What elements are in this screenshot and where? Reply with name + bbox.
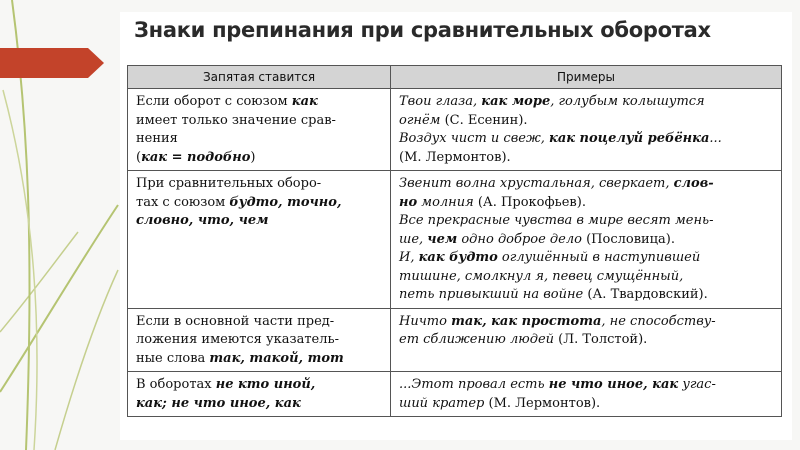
column-header-examples: Примеры	[391, 66, 782, 89]
table-header-row	[128, 66, 782, 89]
text-segment: (М. Лермонтов).	[488, 395, 601, 411]
text-line	[136, 376, 384, 395]
text-segment: молния	[417, 194, 478, 210]
text-segment: Воздух чист и свеж,	[399, 131, 550, 146]
text-segment: (Л. Толстой).	[558, 332, 648, 347]
text-line	[399, 175, 775, 194]
table-row	[128, 372, 782, 417]
text-line	[399, 231, 775, 250]
text-line	[399, 286, 775, 305]
text-segment: ше,	[399, 231, 428, 247]
text-line	[136, 395, 384, 414]
text-segment: Ничто	[399, 313, 452, 329]
text-segment: , не способству-	[601, 313, 716, 329]
text-segment: ет сближению людей	[399, 332, 559, 347]
text-segment: будто, точно,	[229, 194, 342, 210]
text-line	[136, 350, 384, 369]
text-segment: имеет только значение срав-	[136, 112, 336, 128]
rule-cell	[128, 308, 391, 372]
text-line	[399, 395, 775, 414]
text-line	[136, 149, 384, 168]
example-cell	[391, 171, 782, 309]
text-segment: Твои глаза,	[399, 94, 482, 109]
text-segment: не что иное, как	[548, 377, 679, 392]
punctuation-table	[127, 65, 782, 417]
text-segment: (Пословица).	[586, 231, 675, 247]
text-line	[399, 212, 775, 231]
text-segment: так, как простота	[451, 313, 602, 329]
text-segment: словно, что, чем	[136, 213, 269, 228]
example-cell	[391, 89, 782, 171]
text-segment: но	[399, 194, 418, 210]
text-segment: Если в основной части пред-	[136, 313, 335, 329]
table-row	[128, 89, 782, 171]
column-header-rule: Запятая ставится	[128, 66, 391, 89]
text-segment: угас-	[678, 377, 716, 392]
text-segment: (	[136, 149, 142, 165]
slide-content	[120, 12, 792, 440]
text-line	[136, 93, 384, 112]
example-cell	[391, 308, 782, 372]
text-segment: ...Этот провал есть	[399, 377, 549, 392]
table-row	[128, 308, 782, 372]
text-segment: В оборотах	[136, 377, 216, 392]
text-segment: чем	[427, 231, 458, 247]
text-segment: ...	[709, 131, 722, 146]
text-segment: как; не что иное, как	[136, 395, 301, 411]
text-line	[399, 130, 775, 149]
rule-cell	[128, 372, 391, 417]
text-segment: ший кратер	[399, 395, 489, 411]
table-row	[128, 171, 782, 309]
text-line	[136, 112, 384, 131]
text-line	[136, 212, 384, 231]
text-segment: тах с союзом	[136, 194, 230, 210]
slide-title: Знаки препинания при сравнительных оборотах	[134, 18, 711, 42]
text-segment: (А. Твардовский).	[587, 287, 708, 302]
text-line	[136, 175, 384, 194]
text-segment: При сравнительных оборо-	[136, 176, 322, 191]
text-segment: не кто иной,	[215, 377, 316, 392]
text-segment: И,	[399, 250, 419, 265]
text-segment: петь привыкший на войне	[399, 287, 588, 302]
text-segment: как будто	[418, 250, 498, 265]
text-line	[136, 313, 384, 332]
text-line	[399, 331, 775, 350]
text-segment: (С. Есенин).	[444, 112, 528, 128]
rule-cell	[128, 171, 391, 309]
text-line	[399, 249, 775, 268]
text-segment: Если оборот с союзом	[136, 94, 292, 109]
text-segment: Все прекрасные чувства в мире весят мень-	[399, 213, 714, 228]
text-line	[399, 268, 775, 287]
text-line	[136, 130, 384, 149]
text-segment: как	[291, 94, 318, 109]
text-segment: огнём	[399, 112, 445, 128]
text-segment: (М. Лермонтов).	[399, 149, 511, 165]
text-segment: как поцелуй ребёнка	[549, 131, 710, 146]
text-segment: как море	[481, 94, 551, 109]
text-line	[399, 93, 775, 112]
red-arrow-decoration	[0, 48, 104, 78]
text-line	[399, 149, 775, 168]
text-segment: тишине, смолкнул я, певец смущённый,	[399, 268, 684, 284]
text-segment: ные слова	[136, 350, 210, 366]
text-segment: слов-	[673, 176, 714, 191]
rule-cell	[128, 89, 391, 171]
text-line	[399, 194, 775, 213]
text-segment: ложения имеются указатель-	[136, 332, 339, 347]
text-segment: одно доброе дело	[457, 231, 587, 247]
text-segment: так, такой, тот	[209, 350, 344, 366]
text-segment: , голубым колышутся	[550, 94, 705, 109]
text-line	[136, 194, 384, 213]
text-segment: Звенит волна хрустальная, сверкает,	[399, 176, 674, 191]
text-line	[399, 112, 775, 131]
text-segment: оглушённый в наступившей	[497, 250, 701, 265]
text-line	[399, 376, 775, 395]
text-segment: )	[250, 149, 256, 165]
text-segment: как = подобно	[141, 149, 251, 165]
text-line	[136, 331, 384, 350]
text-line	[399, 313, 775, 332]
text-segment: (А. Прокофьев).	[477, 194, 586, 210]
example-cell	[391, 372, 782, 417]
text-segment: нения	[136, 131, 178, 146]
